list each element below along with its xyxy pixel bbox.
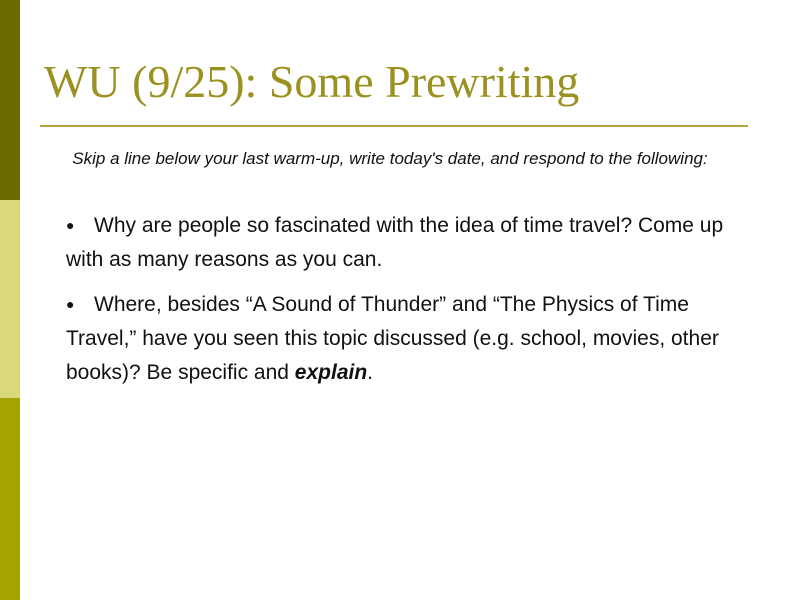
title-divider <box>40 125 748 127</box>
bullet-text: Why are people so fascinated with the idea of time travel? Come up with as many reasons as you can. <box>66 214 724 271</box>
bullet-list <box>66 208 726 400</box>
slide-title: WU (9/25): Some Prewriting <box>44 56 580 107</box>
side-bar-bottom <box>0 398 20 600</box>
bullet-text: Where, besides “A Sound of Thunder” and “The Physics of Time Travel,” have you seen this topic discussed (e.g. school, movies, other books)? Be specific and <box>66 293 719 384</box>
bullet-dot-icon: ● <box>66 217 75 233</box>
bullet-item-topic-discussed <box>66 287 726 390</box>
side-bar-top <box>0 0 20 200</box>
bullet-dot-icon: ● <box>66 296 75 312</box>
side-bar-middle <box>0 200 20 398</box>
slide-subtitle: Skip a line below your last warm-up, write today's date, and respond to the following: <box>72 149 708 168</box>
bullet-text-end: . <box>367 361 374 384</box>
bullet-emphasis: explain <box>294 361 368 384</box>
bullet-item-time-travel-fascination <box>66 208 726 277</box>
